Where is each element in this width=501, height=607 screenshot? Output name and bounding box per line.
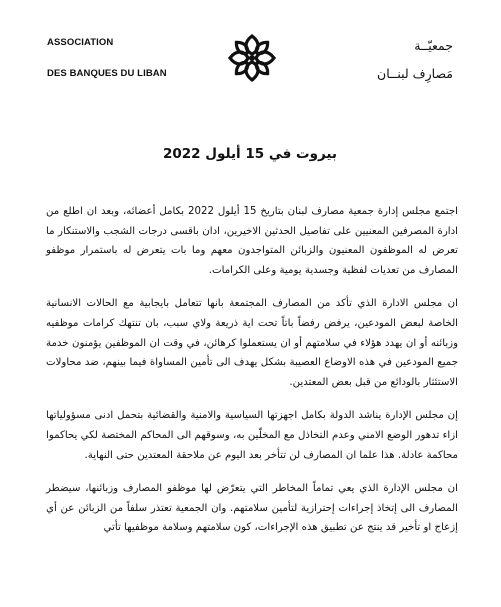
association-name-en-line1: ASSOCIATION	[47, 37, 114, 48]
paragraph-2: ان مجلس الادارة الذي تأكد من المصارف المجتمعة بانها تتعامل بايجابية مع الحالات الانسانية الخاصة لبعض المودعين، يرفض رفضاً باتاً تحت اية ذريعة ولاي سبب، بان تنتهك كرامات موظفيه وزبائنه أو ان يهدد هؤلاء في سلامتهم أو ان يستعملوا كرهائن، في وقت ان الموظفين يؤمنون خدمة جميع المودعين في هذه الاوضاع العصيبة بشكل يهدف الى تأمين المساواة فيما بينهم، ضد محاولات الاستئثار بالودائع من قبل بعض المعتدين.	[46, 298, 458, 388]
association-name-en-line2: DES BANQUES DU LIBAN	[47, 68, 167, 79]
association-name-ar-line1: جمعيّــة	[414, 38, 453, 53]
paragraph-3: إن مجلس الإدارة يناشد الدولة بكامل اجهزتها السياسية والامنية والقضائية بتحمل ادنى مسؤولياتها ازاء تدهور الوضع الامني وعدم التخاذل مع المخلّين به، وسوقهم الى المحاكم المختصة لكي يحاكموا محاكمة عادلة. هذا علما ان المصارف لن تتأخر بعد اليوم عن ملاحقة المعتدين حتى النهاية.	[46, 410, 458, 461]
association-name-ar-line2: مَصارِف لبنــان	[377, 66, 453, 81]
abl-knot-logo-icon	[226, 32, 278, 84]
paragraph-4: ان مجلس الإدارة الذي يعي تماماً المخاطر التي يتعرّض لها موظفو المصارف وزبائنها، سيضطر المصارف الى إتخاذ إجراءات إحترازية لتأمين سلامتهم. وان الجمعية تعتذر سلفاً من الزبائن عن أي إزعاج او تأخير قد ينتج عن تطبيق هذه الإجراءات، كون سلامتهم وسلامة موظفيها تأتي	[46, 483, 458, 534]
letterhead	[0, 0, 501, 110]
paragraph-1: اجتمع مجلس إدارة جمعية مصارف لبنان بتاريخ 15 أيلول 2022 بكامل أعضائه، وبعد ان اطلع من ادارة المصرفين المعنيين على تفاصيل الحدثين الاخيرين، ادان باقسى درجات الشجب والاستنكار ما تعرض له الموظفون المعنيون والزبائن المتواجدون معهم وما بات يتعرض له باستمرار موظفو المصارف من تعديات لفظية وجسدية يومية وعلى الكرامات.	[46, 206, 459, 276]
statement-body	[46, 202, 458, 552]
document-date: بيروت في 15 أيلول 2022	[162, 146, 337, 162]
